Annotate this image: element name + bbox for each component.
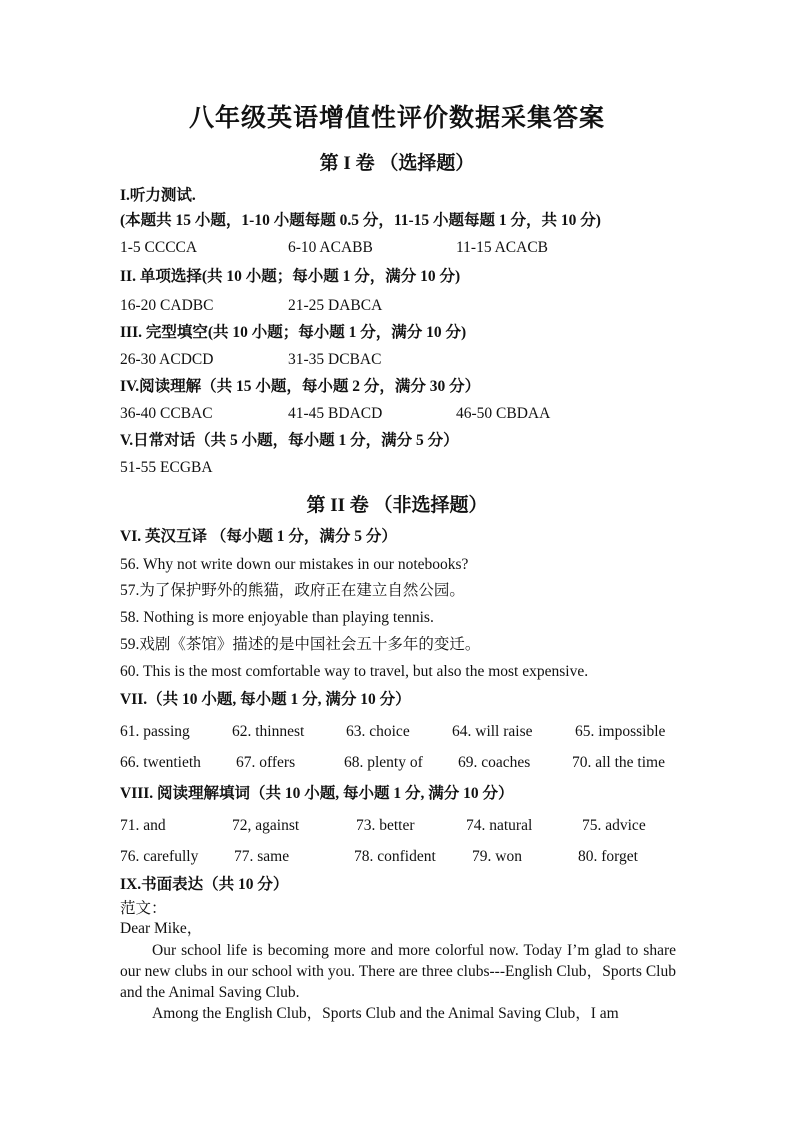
word-answer: 66. twentieth [120, 754, 201, 771]
s7-heading: VII.（共 10 小题, 每小题 1 分, 满分 10 分） [120, 691, 411, 708]
answer-group: 11-15 ACACB [456, 239, 549, 256]
answer-group: 6-10 ACABB [288, 239, 373, 256]
word-answer: 68. plenty of [344, 754, 423, 771]
s1-heading: I.听力测试. [120, 187, 196, 204]
answer-group: 26-30 ACDCD [120, 351, 214, 368]
word-answer: 75. advice [582, 817, 646, 834]
word-answer: 71. and [120, 817, 166, 834]
word-answer: 62. thinnest [232, 723, 305, 740]
word-answer: 78. confident [354, 848, 436, 865]
s3-heading: III. 完型填空(共 10 小题；每小题 1 分，满分 10 分) [120, 324, 467, 341]
translation-line: 59.戏剧《茶馆》描述的是中国社会五十多年的变迁。 [120, 636, 481, 653]
letter-salutation: Dear Mike， [120, 920, 203, 937]
word-answer: 64. will raise [452, 723, 533, 740]
letter-paragraph: Our school life is becoming more and more colorful now. Today I’m glad to share our new clubs in our school with you. There are three clubs---English Club，Sports Club and the Animal Saving Club. [120, 942, 676, 1001]
answer-group: 41-45 BDACD [288, 405, 383, 422]
part2-heading: 第 II 卷 （非选择题） [306, 495, 488, 516]
word-answer: 73. better [356, 817, 415, 834]
s5-heading: V.日常对话（共 5 小题，每小题 1 分，满分 5 分） [120, 432, 459, 449]
word-answer: 70. all the time [572, 754, 665, 771]
answer-group: 21-25 DABCA [288, 297, 383, 314]
word-answer: 69. coaches [458, 754, 531, 771]
translation-line: 56. Why not write down our mistakes in our notebooks? [120, 556, 469, 573]
word-answer: 65. impossible [575, 723, 666, 740]
answer-group: 46-50 CBDAA [456, 405, 551, 422]
word-answer: 74. natural [466, 817, 533, 834]
translation-line: 57.为了保护野外的熊猫，政府正在建立自然公园。 [120, 582, 465, 599]
word-answer: 76. carefully [120, 848, 199, 865]
word-answer: 77. same [234, 848, 290, 865]
s8-heading: VIII. 阅读理解填词（共 10 小题, 每小题 1 分, 满分 10 分） [120, 785, 514, 802]
answer-group: 1-5 CCCCA [120, 239, 198, 256]
s6-heading: VI. 英汉互译 （每小题 1 分，满分 5 分） [120, 528, 397, 545]
answer-group: 36-40 CCBAC [120, 405, 213, 422]
answer-group: 31-35 DCBAC [288, 351, 382, 368]
word-answer: 79. won [472, 848, 522, 865]
translation-line: 60. This is the most comfortable way to travel, but also the most expensive. [120, 663, 589, 680]
translation-line: 58. Nothing is more enjoyable than playing tennis. [120, 609, 434, 626]
sample-label: 范文： [120, 900, 167, 917]
answer-group: 51-55 ECGBA [120, 459, 213, 476]
answer-group: 16-20 CADBC [120, 297, 214, 314]
page-title: 八年级英语增值性评价数据采集答案 [188, 105, 605, 132]
word-answer: 67. offers [236, 754, 296, 771]
word-answer: 63. choice [346, 723, 410, 740]
word-answer: 72, against [232, 817, 300, 834]
word-answer: 61. passing [120, 723, 190, 740]
s9-heading: IX.书面表达（共 10 分） [120, 876, 289, 893]
part1-heading: 第 I 卷 （选择题） [319, 153, 475, 174]
s4-heading: IV.阅读理解（共 15 小题，每小题 2 分，满分 30 分） [120, 378, 481, 395]
s2-heading: II. 单项选择(共 10 小题；每小题 1 分，满分 10 分) [120, 268, 461, 285]
letter-paragraph: Among the English Club，Sports Club and the Animal Saving Club，I am [152, 1005, 619, 1022]
s1-note: (本题共 15 小题，1-10 小题每题 0.5 分，11-15 小题每题 1 分，共 10 分) [120, 212, 601, 229]
word-answer: 80. forget [578, 848, 638, 865]
